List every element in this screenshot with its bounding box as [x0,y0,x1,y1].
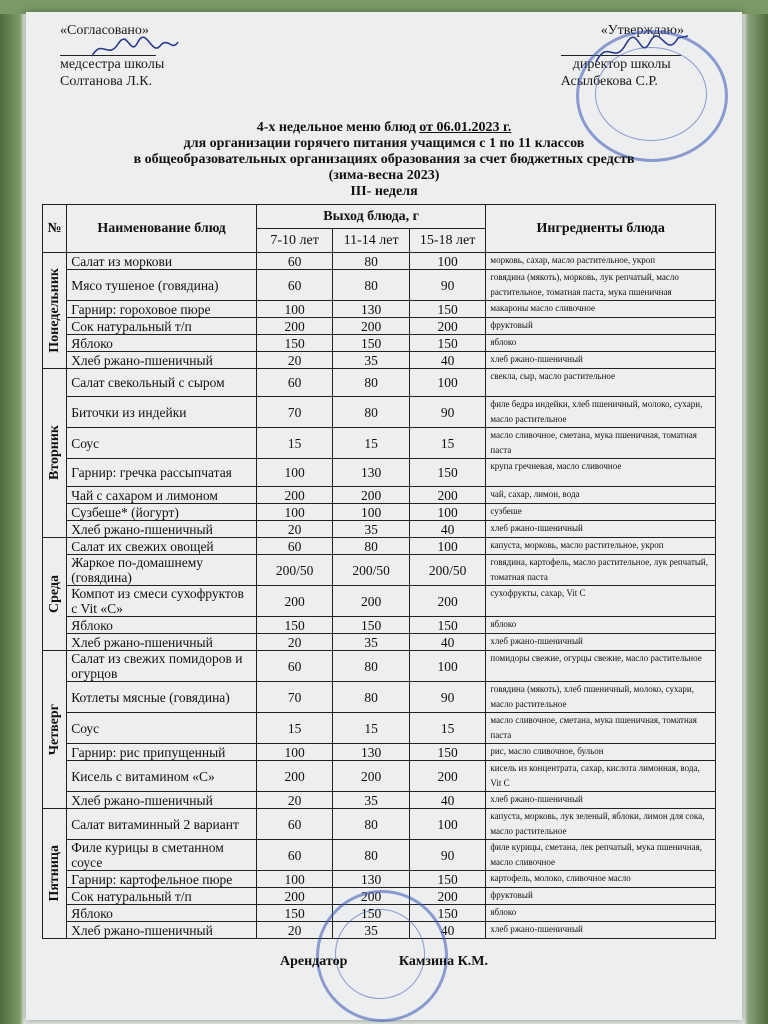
portion-15-18: 40 [409,634,486,651]
portion-11-14: 200 [333,761,410,792]
portion-11-14: 35 [333,521,410,538]
portion-7-10: 200 [256,487,333,504]
table-row [43,397,716,428]
ingredients: фруктовый [486,888,716,905]
portion-7-10: 150 [256,617,333,634]
portion-7-10: 100 [256,301,333,318]
portion-11-14: 80 [333,538,410,555]
portion-11-14: 200/50 [333,555,410,586]
day-label: Четверг [47,703,63,756]
portion-11-14: 200 [333,318,410,335]
portion-7-10: 70 [256,397,333,428]
portion-7-10: 60 [256,253,333,270]
dish-name: Мясо тушеное (говядина) [67,270,257,301]
dish-name: Сузбеше* (йогурт) [67,504,257,521]
ingredients: морковь, сахар, масло растительное, укроп [486,253,716,270]
ingredients: крупа гречневая, масло сливочное [486,459,716,487]
portion-7-10: 60 [256,270,333,301]
dish-name: Хлеб ржано-пшеничный [67,792,257,809]
table-row [43,792,716,809]
portion-15-18: 90 [409,270,486,301]
portion-7-10: 20 [256,521,333,538]
ingredients: хлеб ржано-пшеничный [486,521,716,538]
portion-11-14: 80 [333,369,410,397]
portion-7-10: 200/50 [256,555,333,586]
footer-role: Арендатор [279,954,348,969]
ingredients: говядина (мякоть), морковь, лук репчатый, масло растительное, томатная паста, мука пшеничная [486,270,716,301]
portion-15-18: 100 [409,651,486,682]
ingredients: сузбеше [486,504,716,521]
portion-15-18: 150 [409,459,486,487]
table-row [43,617,716,634]
portion-7-10: 100 [256,504,333,521]
portion-11-14: 35 [333,792,410,809]
portion-7-10: 15 [256,713,333,744]
table-row [43,555,716,586]
dish-name: Салат витаминный 2 вариант [67,809,257,840]
signature-left [90,34,180,69]
table-row [43,871,716,888]
ingredients: яблоко [486,905,716,922]
portion-15-18: 15 [409,713,486,744]
portion-7-10: 60 [256,651,333,682]
portion-11-14: 130 [333,459,410,487]
header-ingredients: Ингредиенты блюда [486,205,716,253]
ingredients: хлеб ржано-пшеничный [486,352,716,369]
portion-11-14: 150 [333,335,410,352]
day-cell [43,369,67,538]
title-line1-prefix: 4-х недельное меню блюд [256,120,420,135]
portion-15-18: 150 [409,301,486,318]
table-row [43,586,716,617]
footer-signature [26,954,742,970]
ingredients: кисель из концентрата, сахар, кислота лимонная, вода, Vit C [486,761,716,792]
approval-label-left: «Согласовано» [60,23,149,38]
header-age-2: 11-14 лет [333,229,410,253]
ingredients: масло сливочное, сметана, мука пшеничная, томатная паста [486,713,716,744]
ingredients: макароны масло сливочное [486,301,716,318]
portion-15-18: 200 [409,318,486,335]
portion-7-10: 20 [256,634,333,651]
dish-name: Сок натуральный т/п [67,318,257,335]
ingredients: рис, масло сливочное, бульон [486,744,716,761]
title-line3: в общеобразовательных организациях образования за счет бюджетных средств [133,152,635,167]
table-row [43,538,716,555]
table-row [43,335,716,352]
ingredients: филе бедра индейки, хлеб пшеничный, молоко, сухари, масло растительное [486,397,716,428]
portion-7-10: 200 [256,761,333,792]
day-cell [43,651,67,809]
day-label: Понедельник [47,268,63,353]
ingredients: картофель, молоко, сливочное масло [486,871,716,888]
ingredients: чай, сахар, лимон, вода [486,487,716,504]
portion-15-18: 40 [409,922,486,939]
title-date: от 06.01.2023 г. [419,120,512,135]
approval-position-right: директор школы [572,57,671,72]
table-row [43,713,716,744]
dish-name: Кисель с витамином «С» [67,761,257,792]
portion-11-14: 35 [333,922,410,939]
table-row [43,369,716,397]
portion-7-10: 60 [256,369,333,397]
table-row [43,651,716,682]
ingredients: хлеб ржано-пшеничный [486,634,716,651]
menu-document [26,12,742,1020]
table-row [43,270,716,301]
dish-name: Хлеб ржано-пшеничный [67,352,257,369]
portion-15-18: 100 [409,538,486,555]
portion-7-10: 60 [256,840,333,871]
table-row [43,809,716,840]
ingredients: капуста, морковь, лук зеленый, яблоки, лимон для сока, масло растительное [486,809,716,840]
portion-15-18: 150 [409,744,486,761]
header-age-1: 7-10 лет [256,229,333,253]
day-cell [43,538,67,651]
title-line2: для организации горячего питания учащимся с 1 по 11 классов [183,136,585,151]
header-output: Выход блюда, г [256,205,486,229]
table-row [43,428,716,459]
portion-7-10: 60 [256,538,333,555]
portion-11-14: 80 [333,651,410,682]
ingredients: сухофрукты, сахар, Vit C [486,586,716,617]
table-row [43,487,716,504]
portion-11-14: 80 [333,809,410,840]
portion-11-14: 80 [333,682,410,713]
portion-15-18: 200 [409,586,486,617]
ingredients: помидоры свежие, огурцы свежие, масло растительное [486,651,716,682]
dish-name: Компот из смеси сухофруктов с Vit «С» [67,586,257,617]
portion-7-10: 100 [256,744,333,761]
portion-7-10: 20 [256,352,333,369]
dish-name: Хлеб ржано-пшеничный [67,634,257,651]
table-row [43,459,716,487]
portion-15-18: 200 [409,487,486,504]
day-label: Среда [47,574,63,613]
dish-name: Яблоко [67,617,257,634]
portion-7-10: 200 [256,888,333,905]
portion-15-18: 40 [409,792,486,809]
table-row [43,352,716,369]
dish-name: Гарнир: рис припущенный [67,744,257,761]
dish-name: Гарнир: картофельное пюре [67,871,257,888]
ingredients: хлеб ржано-пшеничный [486,792,716,809]
dish-name: Гарнир: гречка рассыпчатая [67,459,257,487]
day-label: Вторник [47,425,63,481]
portion-15-18: 150 [409,617,486,634]
ingredients: говядина (мякоть), хлеб пшеничный, молоко, сухари, масло растительное [486,682,716,713]
ingredients: яблоко [486,617,716,634]
portion-11-14: 100 [333,504,410,521]
ingredients: филе курицы, сметана, лек репчатый, мука пшеничная, масло сливочное [486,840,716,871]
table-row [43,634,716,651]
portion-15-18: 100 [409,809,486,840]
portion-15-18: 200 [409,761,486,792]
table-row [43,504,716,521]
dish-name: Салат их свежих овощей [67,538,257,555]
table-row [43,761,716,792]
portion-15-18: 200 [409,888,486,905]
footer-name: Камзина К.М. [398,954,488,969]
portion-11-14: 200 [333,888,410,905]
day-cell [43,253,67,369]
menu-table [42,204,716,939]
dish-name: Салат свекольный с сыром [67,369,257,397]
dish-name: Филе курицы в сметанном соусе [67,840,257,871]
portion-15-18: 90 [409,840,486,871]
table-row [43,744,716,761]
menu-table-body [43,253,716,939]
header-age-3: 15-18 лет [409,229,486,253]
table-row [43,301,716,318]
approval-position-left: медсестра школы [60,57,165,72]
portion-15-18: 100 [409,369,486,397]
day-label: Пятница [47,845,63,902]
table-row [43,840,716,871]
portion-11-14: 35 [333,352,410,369]
portion-15-18: 90 [409,397,486,428]
portion-11-14: 15 [333,713,410,744]
portion-7-10: 70 [256,682,333,713]
dish-name: Жаркое по-домашнему (говядина) [67,555,257,586]
portion-7-10: 150 [256,905,333,922]
portion-11-14: 150 [333,617,410,634]
portion-11-14: 130 [333,301,410,318]
approval-label-right: «Утверждаю» [600,23,684,38]
portion-11-14: 150 [333,905,410,922]
ingredients: говядина, картофель, масло растительное, лук репчатый, томатная паста [486,555,716,586]
day-cell [43,809,67,939]
table-row [43,521,716,538]
portion-15-18: 40 [409,521,486,538]
dish-name: Чай с сахаром и лимоном [67,487,257,504]
ingredients: масло сливочное, сметана, мука пшеничная, томатная паста [486,428,716,459]
portion-11-14: 15 [333,428,410,459]
portion-15-18: 150 [409,905,486,922]
dish-name: Сок натуральный т/п [67,888,257,905]
ingredients: хлеб ржано-пшеничный [486,922,716,939]
portion-7-10: 200 [256,586,333,617]
title-line4: (зима-весна 2023) [328,168,440,183]
document-title [26,120,742,200]
header-no: № [43,205,67,253]
portion-11-14: 200 [333,586,410,617]
portion-7-10: 60 [256,809,333,840]
portion-7-10: 100 [256,871,333,888]
portion-15-18: 15 [409,428,486,459]
portion-7-10: 100 [256,459,333,487]
ingredients: фруктовый [486,318,716,335]
portion-15-18: 150 [409,871,486,888]
ingredients: капуста, морковь, масло растительное, укроп [486,538,716,555]
portion-11-14: 130 [333,871,410,888]
dish-name: Гарнир: гороховое пюре [67,301,257,318]
dish-name: Салат из свежих помидоров и огурцов [67,651,257,682]
portion-11-14: 35 [333,634,410,651]
header-dish: Наименование блюд [67,205,257,253]
approval-name-right: Асылбекова С.Р. [560,74,658,89]
portion-11-14: 130 [333,744,410,761]
portion-7-10: 150 [256,335,333,352]
portion-15-18: 100 [409,253,486,270]
ingredients: яблоко [486,335,716,352]
portion-15-18: 40 [409,352,486,369]
dish-name: Хлеб ржано-пшеничный [67,922,257,939]
portion-15-18: 200/50 [409,555,486,586]
dish-name: Яблоко [67,335,257,352]
dish-name: Хлеб ржано-пшеничный [67,521,257,538]
portion-7-10: 200 [256,318,333,335]
portion-7-10: 20 [256,922,333,939]
approval-name-left: Солтанова Л.К. [60,74,153,89]
portion-7-10: 15 [256,428,333,459]
dish-name: Салат из моркови [67,253,257,270]
portion-11-14: 80 [333,253,410,270]
ingredients: свекла, сыр, масло растительное [486,369,716,397]
portion-11-14: 80 [333,270,410,301]
portion-15-18: 90 [409,682,486,713]
portion-7-10: 20 [256,792,333,809]
portion-11-14: 200 [333,487,410,504]
table-row [43,682,716,713]
portion-15-18: 100 [409,504,486,521]
dish-name: Яблоко [67,905,257,922]
dish-name: Соус [67,428,257,459]
dish-name: Соус [67,713,257,744]
dish-name: Биточки из индейки [67,397,257,428]
table-row [43,253,716,270]
portion-11-14: 80 [333,840,410,871]
table-row [43,318,716,335]
dish-name: Котлеты мясные (говядина) [67,682,257,713]
portion-11-14: 80 [333,397,410,428]
title-week: III- неделя [350,184,418,199]
portion-15-18: 150 [409,335,486,352]
